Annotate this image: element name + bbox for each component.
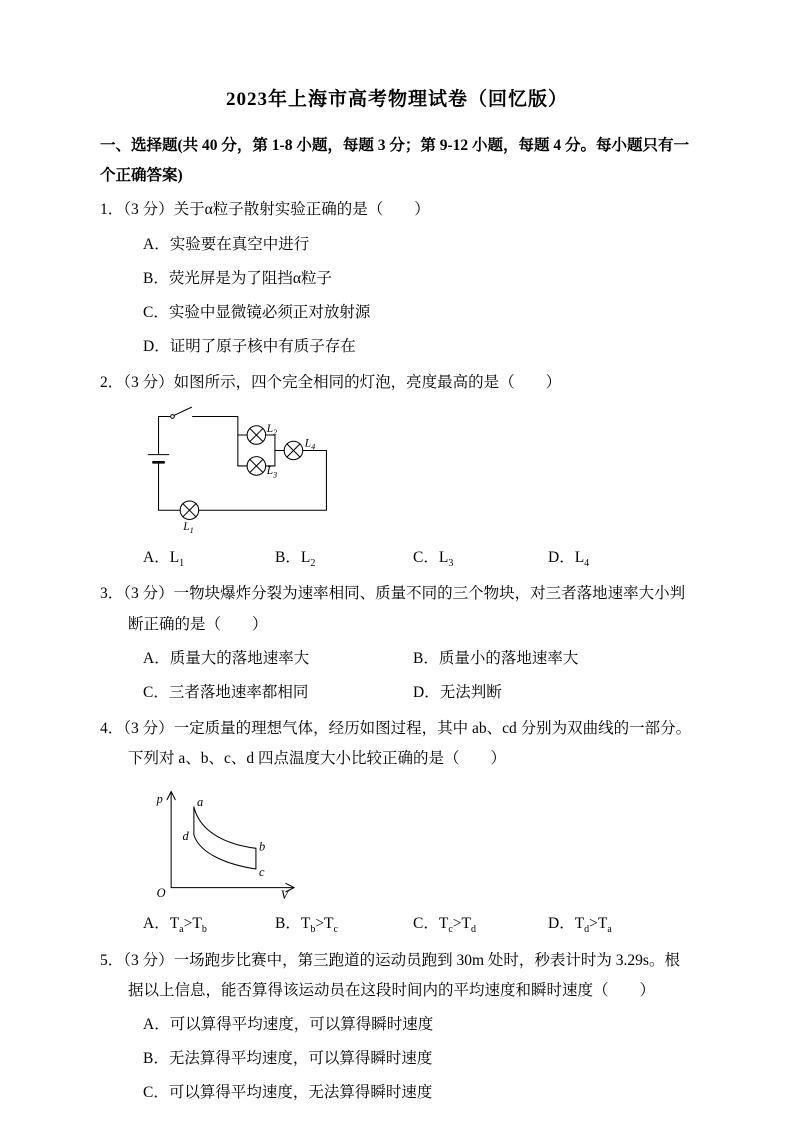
question-5-stem: 5．（3 分）一场跑步比赛中，第三跑道的运动员跑到 30m 处时，秒表计时为 3.29s。根据以上信息，能否算得该运动员在这段时间内的平均速度和瞬时速度（ ） xyxy=(100,951,680,999)
battery-icon xyxy=(148,455,169,463)
question-1-option-d: D．证明了原子核中有质子存在 xyxy=(143,337,356,355)
question-2-stem: 2．（3 分）如图所示，四个完全相同的灯泡，亮度最高的是（ ） xyxy=(100,374,562,392)
question-4-options xyxy=(100,907,694,941)
lamp-cross xyxy=(183,504,196,517)
question-5-options xyxy=(100,1008,694,1110)
question-2-figure xyxy=(140,402,694,539)
lamp-L1-label: $L_1$ xyxy=(183,521,194,535)
lamp-L3-label: $L_3$ xyxy=(266,465,278,480)
wire xyxy=(193,417,238,466)
question-5-option-a: A．可以算得平均速度，可以算得瞬时速度 xyxy=(143,1015,434,1033)
lamp-L3-icon xyxy=(247,457,266,476)
question-4-option-b: B．$T_b>T_c$ xyxy=(275,915,338,936)
switch-arm xyxy=(174,407,192,415)
question-3-option-b: B．质量小的落地速率大 xyxy=(413,649,579,667)
question-3-option-c: C．三者落地速率都相同 xyxy=(143,683,309,701)
question-5-option-b: B．无法算得平均速度，可以算得瞬时速度 xyxy=(143,1050,433,1068)
question-1 xyxy=(100,195,694,364)
question-4 xyxy=(100,714,694,942)
question-3-stem: 3．（3 分）一物块爆炸分裂为速率相同、质量不同的三个物块，对三者落地速率大小判断正确的是（ ） xyxy=(100,585,686,633)
curve-ab xyxy=(194,807,256,848)
pv-graph-figure xyxy=(140,778,316,900)
question-3-options xyxy=(100,642,694,710)
section-header: 一、选择题(共 40 分，第 1-8 小题，每题 3 分；第 9-12 小题，每题 4 分。每小题只有一个正确答案) xyxy=(100,137,689,185)
point-label-b: b xyxy=(259,839,266,854)
point-label-a: a xyxy=(196,795,204,810)
lamp-L4-icon xyxy=(284,441,303,460)
question-4-option-a: A．$T_a>T_b$ xyxy=(143,915,207,936)
point-label-d: d xyxy=(182,829,189,844)
question-4-stem: 4．（3 分）一定质量的理想气体，经历如图过程，其中 ab、cd 分别为双曲线的一部分。下列对 a、b、c、d 四点温度大小比较正确的是（ ） xyxy=(100,719,692,768)
lamp-L4-label: $L_4$ xyxy=(304,437,316,452)
question-1-option-b: B．荧光屏是为了阻挡α粒子 xyxy=(143,269,332,287)
question-3-option-d: D．无法判断 xyxy=(413,683,502,701)
point-label-c: c xyxy=(259,865,265,880)
page-content xyxy=(100,84,694,1114)
lamp-L1-icon xyxy=(180,501,199,520)
x-axis xyxy=(171,884,294,892)
question-1-options xyxy=(100,228,694,364)
question-1-option-a: A．实验要在真空中进行 xyxy=(143,235,310,253)
question-2 xyxy=(100,368,694,575)
question-2-options xyxy=(100,541,694,575)
page-title: 2023年上海市高考物理试卷（回忆版） xyxy=(225,89,568,110)
axis-label-v: V xyxy=(280,888,289,901)
question-4-option-c: C．$T_c>T_d$ xyxy=(413,915,476,936)
question-4-option-d: D．$T_d>T_a$ xyxy=(548,915,612,936)
lamp-cross xyxy=(287,444,300,457)
question-1-option-c: C．实验中显微镜必须正对放射源 xyxy=(143,303,371,321)
wire xyxy=(159,463,181,510)
lamp-L2-label: $L_2$ xyxy=(266,423,278,438)
question-5-option-c: C．可以算得平均速度，无法算得瞬时速度 xyxy=(143,1084,433,1102)
question-1-stem: 1．（3 分）关于α粒子散射实验正确的是（ ） xyxy=(100,201,430,219)
question-2-option-d: D．$L_4$ xyxy=(548,549,590,570)
axis-label-p: p xyxy=(156,792,163,807)
origin-label: O xyxy=(156,886,166,901)
question-3 xyxy=(100,579,694,710)
lamp-L2-icon xyxy=(247,426,266,445)
question-3-option-a: A．质量大的落地速率大 xyxy=(143,649,310,667)
process-curves xyxy=(194,807,256,869)
lamp-cross xyxy=(250,460,263,473)
question-2-option-c: C．$L_3$ xyxy=(413,549,454,570)
switch-icon xyxy=(171,407,192,418)
lamp-cross xyxy=(250,429,263,442)
question-2-option-a: A．$L_1$ xyxy=(143,549,185,570)
question-5 xyxy=(100,946,694,1111)
question-2-option-b: B．$L_2$ xyxy=(275,549,316,570)
y-axis xyxy=(167,792,175,888)
question-4-figure xyxy=(140,778,694,905)
circuit-wires xyxy=(159,417,327,511)
circuit-figure xyxy=(140,402,346,534)
